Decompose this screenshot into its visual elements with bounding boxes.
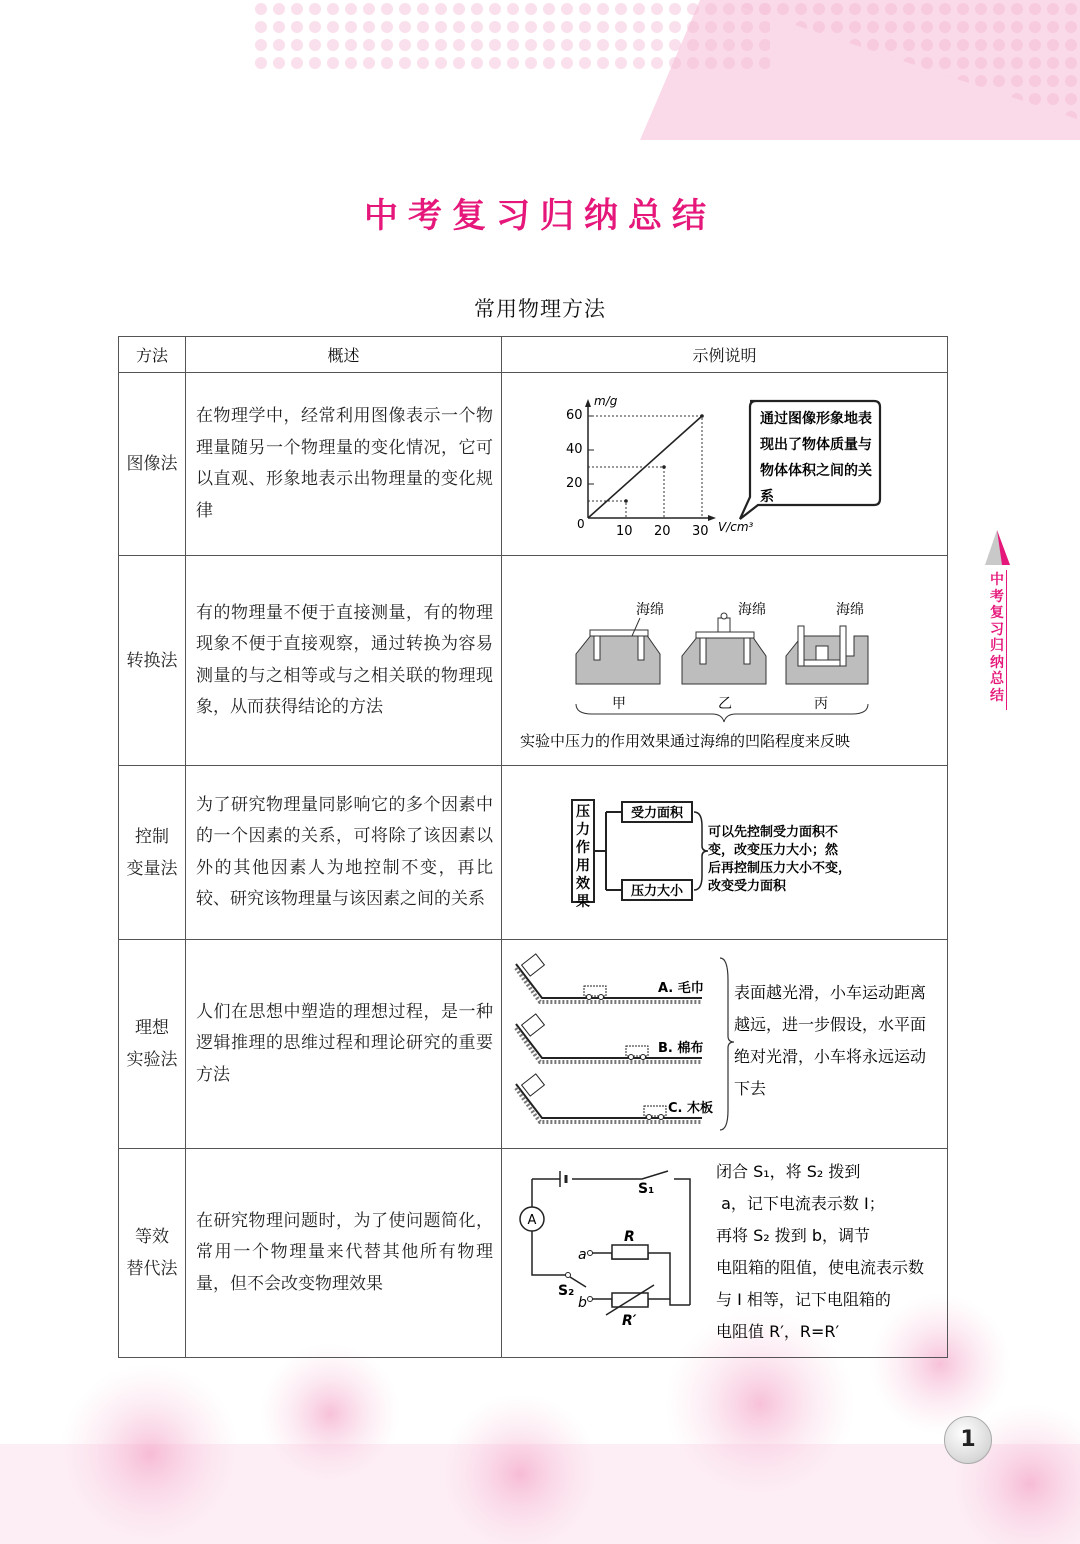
x-tick-label: 20 <box>654 524 671 539</box>
table-row <box>119 940 948 1149</box>
methods-table <box>118 336 948 1358</box>
table-row <box>119 556 948 766</box>
root-char: 力 <box>576 822 590 838</box>
example-cell <box>502 940 948 1149</box>
section-title: 常用物理方法 <box>474 297 606 321</box>
note-line: 后再控制压力大小不变， <box>708 861 852 876</box>
table-header-row <box>119 337 948 373</box>
circuit-note <box>716 1162 924 1341</box>
sponge-label: 海绵 <box>738 602 766 618</box>
terminal-b-label: b <box>578 1295 587 1311</box>
y-axis-label: m/g <box>594 394 618 408</box>
x-axis-arrow <box>708 515 716 521</box>
brace <box>694 812 708 890</box>
branch-label: 受力面积 <box>630 806 684 821</box>
switch2-label: S₂ <box>558 1283 575 1299</box>
top-decoration <box>0 0 1080 180</box>
panel-label: 甲 <box>612 696 626 712</box>
resistor-label: R <box>624 1229 635 1245</box>
text-line: 物体体积之间的关 <box>760 463 872 479</box>
data-point <box>662 465 666 469</box>
text-line: 越远，进一步假设，水平面 <box>734 1015 927 1034</box>
example-cell <box>502 766 948 940</box>
graph-example <box>502 373 948 551</box>
y-axis-arrow <box>585 399 591 407</box>
method-description: 有的物理量不便于直接测量，有的物理现象不便于直接观察，通过转换为容易测量的与之相等或与之相关联的物理现象，从而获得结论的方法 <box>186 556 502 766</box>
page-number: 1 <box>944 1416 992 1464</box>
sponge-panel-yi <box>682 602 766 712</box>
method-name-line: 理想 <box>135 1018 169 1038</box>
ideal-note <box>734 983 926 1098</box>
example-cell <box>502 556 948 766</box>
header-method: 方法 <box>119 337 186 373</box>
example-cell <box>502 1149 948 1358</box>
note-line: 变，改变压力大小；然 <box>708 843 839 858</box>
x-axis-label: V/cm³ <box>718 520 754 534</box>
sponge-label: 海绵 <box>636 602 664 618</box>
resistor-r <box>612 1245 648 1259</box>
page-title: 中考复习归纳总结 <box>364 196 716 236</box>
text-line: 闭合 S₁，将 S₂ 拨到 <box>716 1162 861 1181</box>
brace <box>720 958 734 1130</box>
root-char: 作 <box>576 840 590 856</box>
ammeter-label: A <box>527 1213 537 1228</box>
side-tab-line <box>1006 570 1007 710</box>
example-caption: 实验中压力的作用效果通过海绵的凹陷程度来反映 <box>520 732 851 750</box>
panel-label: 丙 <box>814 696 828 712</box>
example-cell <box>502 373 948 556</box>
method-name <box>119 766 186 940</box>
branch-lines <box>594 812 622 890</box>
table-row <box>119 373 948 556</box>
switch-node <box>566 1273 571 1278</box>
method-description: 人们在思想中塑造的理想过程，是一种逻辑推理的思维过程和理论研究的重要方法 <box>186 940 502 1149</box>
y-tick-label: 60 <box>566 408 583 423</box>
header-description: 概述 <box>186 337 502 373</box>
text-line: 电阻箱的阻值，使电流表示数 <box>716 1258 925 1277</box>
surface-label: A. 毛巾 <box>658 981 704 996</box>
side-tab-text: 中考复习归纳总结 <box>990 572 1004 704</box>
sponge-panel-jia <box>576 602 664 712</box>
data-point <box>624 499 628 503</box>
text-line: a，记下电流表示数 I； <box>716 1194 885 1213</box>
note-line: 可以先控制受力面积不 <box>708 825 839 840</box>
method-name-line: 转换法 <box>126 650 178 671</box>
ideal-experiment-diagram <box>502 940 948 1144</box>
terminal-b <box>588 1297 593 1302</box>
method-name-line: 实验法 <box>126 1050 178 1070</box>
root-char: 用 <box>576 858 590 874</box>
text-line: 通过图像形象地表 <box>760 411 872 427</box>
table-row <box>119 766 948 940</box>
method-name-line: 变量法 <box>126 858 178 879</box>
sponge-experiment <box>502 556 948 761</box>
method-name-line: 图像法 <box>126 454 178 474</box>
terminal-a <box>588 1251 593 1256</box>
y-tick-label: 40 <box>566 442 583 457</box>
method-description: 在物理学中，经常利用图像表示一个物理量随另一个物理量的变化情况，它可以直观、形象地表示出物理量的变化规律 <box>186 373 502 556</box>
method-name <box>119 556 186 766</box>
header-example: 示例说明 <box>502 337 948 373</box>
method-name-line: 等效 <box>135 1227 169 1247</box>
text-line: 与 I 相等，记下电阻箱的 <box>716 1290 891 1309</box>
root-char: 果 <box>576 894 590 910</box>
origin-label: 0 <box>577 517 585 531</box>
text-line: 表面越光滑，小车运动距离 <box>734 983 927 1002</box>
method-description: 为了研究物理量同影响它的多个因素中的一个因素的关系，可将除了该因素以外的其他因素人为地控制不变，再比较、研究该物理量与该因素之间的关系 <box>186 766 502 940</box>
text-line: 电阻值 R′，R=R′ <box>716 1322 840 1341</box>
text-line: 下去 <box>734 1079 767 1098</box>
method-name <box>119 373 186 556</box>
guide-line <box>588 501 626 518</box>
text-line: 现出了物体质量与 <box>760 437 872 453</box>
text-line: 绝对光滑，小车将永远运动 <box>734 1047 927 1066</box>
root-char: 压 <box>576 804 590 820</box>
surface-label: C. 木板 <box>668 1101 714 1116</box>
panel-label: 乙 <box>718 696 732 712</box>
method-name <box>119 1149 186 1358</box>
method-name <box>119 940 186 1149</box>
switch1-label: S₁ <box>638 1181 655 1197</box>
root-char: 效 <box>576 876 590 892</box>
text-line: 再将 S₂ 拨到 b，调节 <box>716 1226 870 1245</box>
control-variable-diagram <box>502 766 948 935</box>
ramps <box>516 954 713 1122</box>
table-row <box>119 1149 948 1358</box>
sponge-label: 海绵 <box>836 602 864 618</box>
text-line: 系 <box>760 489 774 505</box>
note-line: 改变受力面积 <box>708 879 787 894</box>
y-tick-label: 20 <box>566 476 583 491</box>
resistance-box-label: R′ <box>622 1313 637 1329</box>
method-name-line: 控制 <box>135 826 169 847</box>
circuit-diagram <box>502 1149 948 1353</box>
terminal-a-label: a <box>578 1247 587 1263</box>
circuit-wires <box>532 1171 690 1305</box>
x-tick-label: 30 <box>692 524 709 539</box>
sponge-panel-bing <box>786 602 868 712</box>
method-name-line: 替代法 <box>126 1259 178 1279</box>
branch-label: 压力大小 <box>630 884 684 899</box>
guide-line <box>588 467 664 518</box>
mass-volume-graph <box>566 394 754 539</box>
method-description: 在研究物理问题时，为了使问题简化，常用一个物理量来代替其他所有物理量，但不会改变物理效果 <box>186 1149 502 1358</box>
surface-label: B. 棉布 <box>658 1041 704 1056</box>
x-tick-label: 10 <box>616 524 633 539</box>
